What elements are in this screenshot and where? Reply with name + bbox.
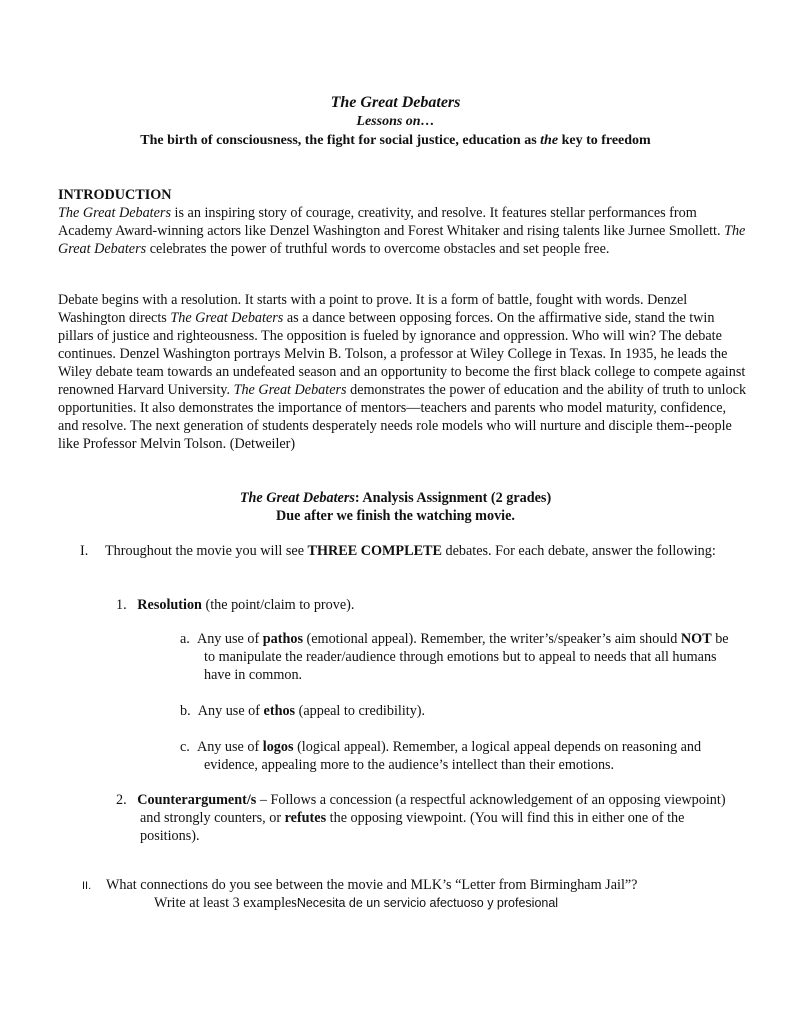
item-2-mid: – Follows a concession (a respectful acknowledgement of an opposing viewpoint) and strongly counters, or [140, 792, 726, 826]
intro-heading: INTRODUCTION [58, 187, 172, 203]
section-ii-overlay-text: Necesita de un servicio afectuoso y profesional [296, 896, 559, 910]
section-i-text-a: Throughout the movie you will see [105, 543, 308, 559]
film-title: The Great Debaters [233, 382, 347, 398]
sub-item-b-pre: Any use of [197, 703, 264, 719]
item-2-bold: Counterargument/s [137, 792, 257, 808]
section-i-text-b: debates. For each debate, answer the following: [441, 543, 716, 559]
item-2 [116, 791, 736, 845]
page-title: The Great Debaters [330, 94, 461, 111]
intro-p1-text-a: is an inspiring story of courage, creativity, and resolve. It features stellar performances from Academy Award-winning actors like Denzel Washington and Forest Whitaker and rising talents like Jurnee Smollett. [58, 205, 725, 239]
item-1 [116, 596, 676, 614]
tagline-emphasis: the [540, 133, 559, 148]
sub-item-a-bold2: NOT [680, 631, 712, 647]
sub-item-c [180, 738, 740, 774]
sub-item-c-bold: logos [262, 739, 294, 755]
assignment-due: Due after we finish the watching movie. [276, 508, 515, 524]
sub-item-b-bold: ethos [263, 703, 296, 719]
intro-paragraph-1 [58, 204, 748, 258]
sub-item-a-bold: pathos [262, 631, 303, 647]
item-2-bold2: refutes [284, 810, 327, 826]
sub-item-c-number: c. [180, 739, 190, 755]
intro-p2-text-a: Debate begins with a resolution. It starts with a point to prove. It is a form of battle, fought with words. Denzel Washington directs [58, 292, 688, 326]
sub-item-b-number: b. [180, 703, 191, 719]
assignment-title [0, 489, 791, 507]
sub-item-a-mid: (emotional appeal). Remember, the writer’s/speaker’s aim should [302, 631, 681, 647]
item-1-bold: Resolution [137, 597, 202, 613]
section-i-text [105, 542, 720, 560]
sub-item-c-wrap [180, 738, 740, 774]
section-ii-instruction [154, 894, 558, 912]
sub-item-a-wrap [180, 630, 740, 684]
intro-p2-text-b: as a dance between opposing forces. On the affirmative side, stand the twin pillars of justice and righteousness. The opposition is fueled by ignorance and oppression. Who will win? The debate continues. Denzel Washington portrays Melvin B. Tolson, a professor at Wiley College in Texas. In 1935, he leads the Wiley debate team towards an undefeated season and an opportunity to become the first black college to compete against renowned Harvard University. [58, 310, 746, 398]
sub-item-b [180, 702, 740, 720]
section-i-number: I. [80, 543, 89, 559]
sub-item-c-post: (logical appeal). Remember, a logical appeal depends on reasoning and evidence, appealing more to the audience’s intellect than their emotions. [204, 739, 702, 773]
item-2-wrap [116, 791, 736, 845]
sub-item-a-post: be to manipulate the reader/audience through emotions but to appeal to needs that all humans have in common. [204, 631, 729, 683]
sub-item-c-pre: Any use of [196, 739, 263, 755]
film-title: The Great Debaters [239, 490, 355, 506]
intro-p2-text-c: demonstrates the power of education and the ability of truth to unlock opportunities. It also demonstrates the importance of mentors—teachers and parents who model maturity, confidence, and resolve. The next generation of students desperately needs role models who will nurture and disciple them--people like Professor Melvin Tolson. (Detweiler) [58, 382, 747, 452]
assignment-heading [0, 489, 791, 525]
section-ii-question: What connections do you see between the movie and MLK’s “Letter from Birmingham Jail”? [106, 877, 638, 893]
sub-item-b-post: (appeal to credibility). [295, 703, 426, 719]
tagline-text-b: key to freedom [558, 133, 651, 148]
section-i-bold: THREE COMPLETE [307, 543, 442, 559]
section-ii-instruction-text: Write at least 3 examples [154, 895, 297, 911]
intro-p1-text-b: celebrates the power of truthful words to overcome obstacles and set people free. [146, 241, 610, 257]
item-1-number: 1. [116, 597, 127, 613]
item-2-post: the opposing viewpoint. (You will find this in either one of the positions). [140, 810, 685, 844]
intro-paragraph-2 [58, 291, 748, 453]
section-i-wrap [105, 542, 720, 560]
assignment-title-rest: : Analysis Assignment (2 grades) [354, 490, 552, 506]
film-title: The Great Debaters [58, 205, 171, 221]
sub-item-a-number: a. [180, 631, 190, 647]
item-2-number: 2. [116, 792, 127, 808]
sub-item-a [180, 630, 740, 684]
sub-item-a-pre: Any use of [196, 631, 263, 647]
page-tagline [0, 133, 791, 149]
item-1-rest: (the point/claim to prove). [201, 597, 355, 613]
film-title: The Great Debaters [58, 223, 746, 257]
section-ii-number: II. [82, 880, 92, 892]
page-subtitle: Lessons on… [356, 114, 435, 129]
film-title: The Great Debaters [170, 310, 284, 326]
tagline-text-a: The birth of consciousness, the fight for social justice, education as [140, 133, 541, 148]
